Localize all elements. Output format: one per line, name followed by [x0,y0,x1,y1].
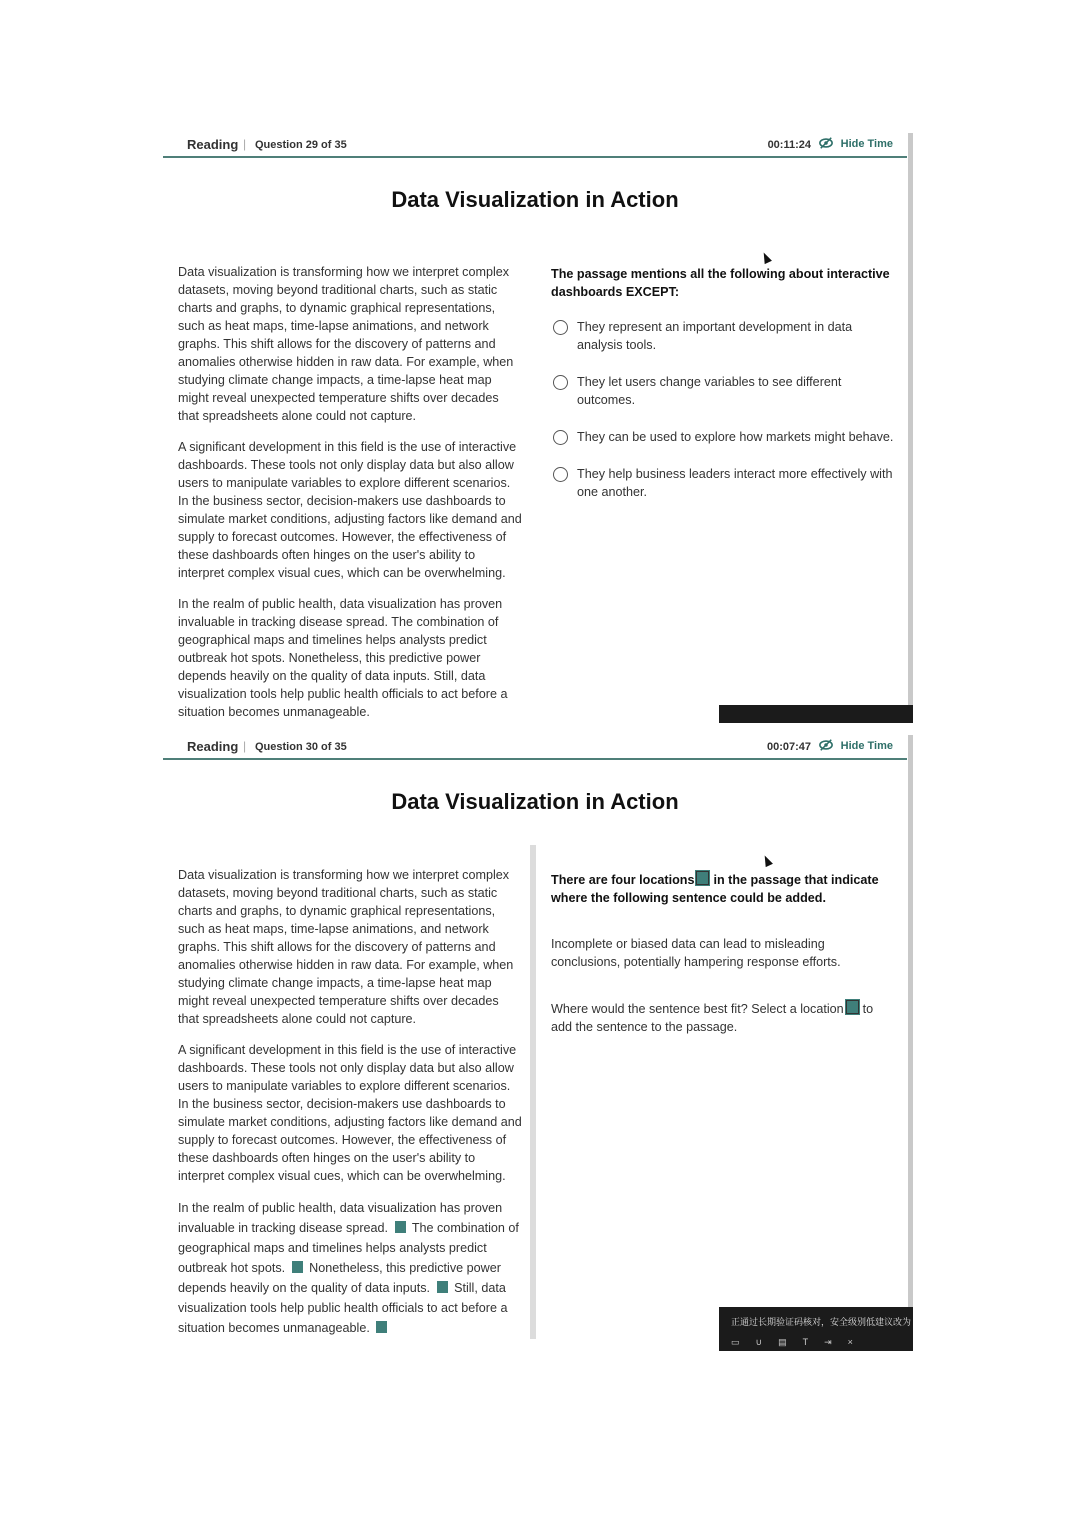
instruction-part: Where would the sentence best fit? Select a location [551,1002,844,1016]
answer-options [551,318,896,520]
instruction-text [551,1000,896,1036]
passage-title: Data Visualization in Action [391,789,679,814]
insert-location-3[interactable] [437,1281,448,1293]
stem-text: in the passage that indicate where the following sentence could be added. [551,873,879,905]
insert-location-4[interactable] [376,1321,387,1333]
header-bar [163,133,907,158]
passage-paragraph: A significant development in this field is the use of interactive dashboards. These tools not only display data but also allow users to manipulate variables to explore different scenarios. In the business sector, decision-makers use dashboards to simulate market conditions, adjusting factors like demand and supply to forecast outcomes. However, the effectiveness of these dashboards often hinges on the user's ability to interpret complex visual cues, which can be overwhelming. [178,440,522,580]
eye-slash-icon[interactable] [819,738,833,752]
question-counter: Question 29 of 35 [255,139,347,151]
overlay-icon-row [731,1337,869,1348]
overlay-toolbar [719,1307,913,1351]
answer-option[interactable] [551,428,896,446]
answer-option[interactable] [551,465,896,501]
sentence: Still, data visualization tools help public health officials to act before a situation becomes unmanageable. [178,1281,508,1335]
answer-option[interactable] [551,318,896,354]
text-icon[interactable]: T [802,1337,825,1347]
option-text: They help business leaders interact more effectively with one another. [577,467,893,499]
radio-button[interactable] [553,430,568,445]
insert-location-1[interactable] [395,1221,406,1233]
passage-paragraph: Data visualization is transforming how we interpret complex datasets, moving beyond traditional charts, such as static charts and graphs, to dynamic graphical representations, such as heat maps, time-lapse animations, and network graphs. This shift allows for the discovery of patterns and anomalies otherwise hidden in raw data. For example, when studying climate change impacts, a time-lapse heat map might reveal unexpected temperature shifts over decades that spreadsheets alone could not capture. [178,265,514,423]
mouse-cursor-icon [760,251,772,264]
option-text: They can be used to explore how markets might behave. [577,430,894,444]
close-icon[interactable]: × [847,1337,869,1347]
location-marker-icon [846,1000,859,1014]
question-counter: Question 30 of 35 [255,741,347,753]
screen-icon[interactable]: ▤ [778,1337,803,1347]
hide-time-button[interactable]: Hide Time [840,740,893,752]
mic-icon[interactable]: ∪ [755,1337,779,1347]
passage-paragraph: A significant development in this field is the use of interactive dashboards. These tools not only display data but also allow users to manipulate variables to explore different scenarios. In the business sector, decision-makers use dashboards to simulate market conditions, adjusting factors like demand and supply to forecast outcomes. However, the effectiveness of these dashboards often hinges on the user's ability to interpret complex visual cues, which can be overwhelming. [178,1043,522,1183]
reading-passage [178,263,523,723]
screen-question-29 [163,133,913,723]
answer-option[interactable] [551,373,896,409]
passage-paragraph: Data visualization is transforming how we interpret complex datasets, moving beyond traditional charts, such as static charts and graphs, to dynamic graphical representations, such as heat maps, time-lapse animations, and network graphs. This shift allows for the discovery of patterns and anomalies otherwise hidden in raw data. For example, when studying climate change impacts, a time-lapse heat map might reveal unexpected temperature shifts over decades that spreadsheets alone could not capture. [178,868,514,1026]
window-edge [908,133,913,723]
stem-text: There are four locations [551,873,695,887]
screen-question-30 [163,735,913,1351]
header-bar [163,735,907,760]
overlay-message: 正通过长期验证码核对，安全级别低建议改为 [731,1317,912,1327]
sentence: Nonetheless, this predictive power depends heavily on the quality of data inputs. [178,1261,501,1295]
passage-paragraph [178,1198,523,1338]
overlay-toolbar [719,705,913,723]
section-label: Reading [187,739,239,754]
passage-title: Data Visualization in Action [391,187,679,212]
insert-location-2[interactable] [292,1261,303,1273]
radio-button[interactable] [553,320,568,335]
sentence-to-insert: Incomplete or biased data can lead to misleading conclusions, potentially hampering response efforts. [551,937,841,969]
question-stem [551,871,896,907]
passage-paragraph: In the realm of public health, data visualization has proven invaluable in tracking disease spread. The combination of geographical maps and timelines helps analysts predict outbreak hot spots. Nonetheless, this predictive power depends heavily on the quality of data inputs. Still, data visualization tools help public health officials to act before a situation becomes unmanageable. [178,597,508,719]
section-label: Reading [187,137,239,152]
radio-button[interactable] [553,467,568,482]
header-separator: | [243,739,247,753]
reading-passage [178,866,523,1351]
eye-slash-icon[interactable] [819,136,833,150]
radio-button[interactable] [553,375,568,390]
instruction-part: to add the sentence to the passage. [551,1002,874,1034]
keyboard-icon[interactable]: ▭ [731,1337,756,1347]
sentence: The combination of geographical maps and timelines helps analysts predict outbreak hot spots. [178,1221,519,1275]
exit-icon[interactable]: ⇥ [824,1337,848,1347]
header-separator: | [243,137,247,151]
location-marker-icon [696,871,709,885]
timer: 00:11:24 [767,139,811,151]
window-edge [908,735,913,1351]
mouse-cursor-icon [761,854,773,867]
sentence: In the realm of public health, data visualization has proven invaluable in tracking disease spread. [178,1201,503,1235]
option-text: They represent an important development in data analysis tools. [577,320,853,352]
passage-scrollbar[interactable] [530,845,536,1339]
timer: 00:07:47 [766,741,811,753]
option-text: They let users change variables to see different outcomes. [577,375,842,407]
question-stem: The passage mentions all the following about interactive dashboards EXCEPT: [551,267,890,299]
hide-time-button[interactable]: Hide Time [840,138,893,150]
